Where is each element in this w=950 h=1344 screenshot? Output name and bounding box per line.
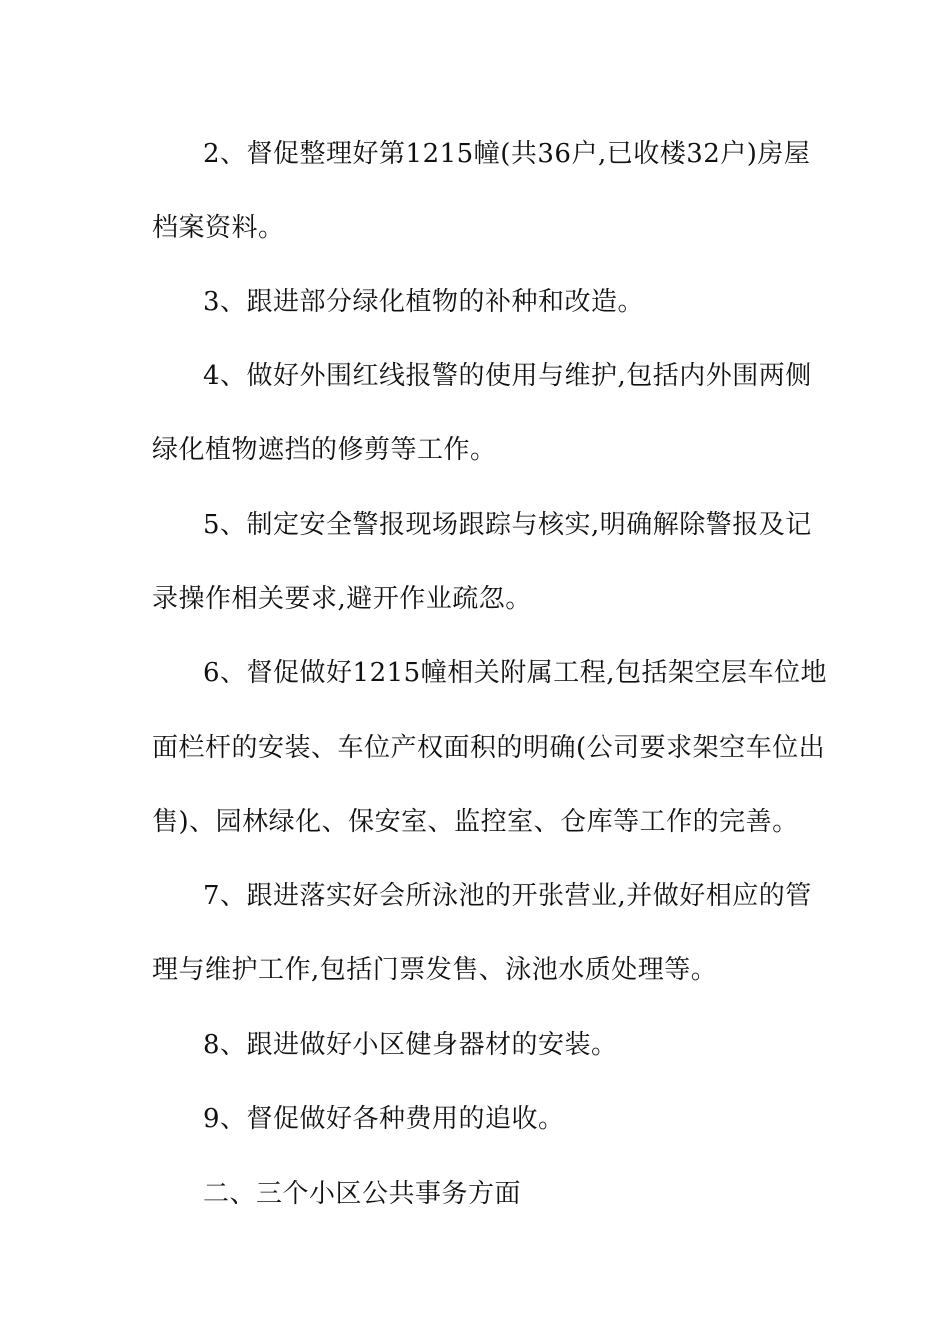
item-5-line-1: 5、制定安全警报现场跟踪与核实,明确解除警报及记 [203,510,812,540]
item-7-line-2: 理与维护工作,包括门票发售、泳池水质处理等。 [152,955,718,985]
item-6-line-2: 面栏杆的安装、车位产权面积的明确(公司要求架空车位出 [152,733,826,763]
item-6-line-1: 6、督促做好1215幢相关附属工程,包括架空层车位地 [203,658,827,688]
item-2-line-2: 档案资料。 [152,213,285,243]
item-4-line-1: 4、做好外围红线报警的使用与维护,包括内外围两侧 [203,361,812,391]
item-3: 3、跟进部分绿化植物的补种和改造。 [203,287,645,317]
item-2-line-1: 2、督促整理好第1215幢(共36户,已收楼32户)房屋 [203,139,811,169]
item-5-line-2: 录操作相关要求,避开作业疏忽。 [152,584,532,614]
item-6-line-3: 售)、园林绿化、保安室、监控室、仓库等工作的完善。 [152,807,799,837]
item-7-line-1: 7、跟进落实好会所泳池的开张营业,并做好相应的管 [203,881,812,911]
item-4-line-2: 绿化植物遮挡的修剪等工作。 [152,435,497,465]
section-heading: 二、三个小区公共事务方面 [203,1179,522,1209]
item-9: 9、督促做好各种费用的追收。 [203,1104,565,1134]
item-8: 8、跟进做好小区健身器材的安装。 [203,1030,618,1060]
